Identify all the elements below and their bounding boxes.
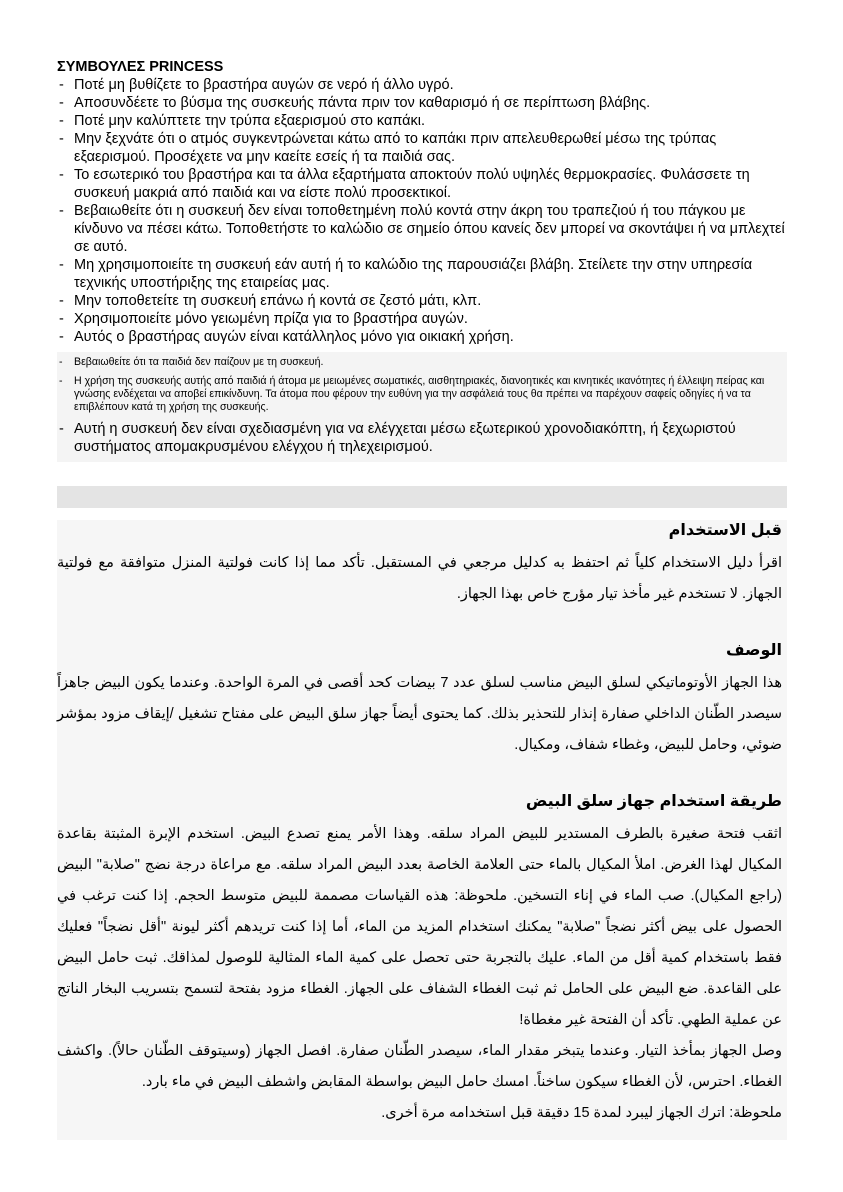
list-dash: - [59, 113, 64, 129]
description-section [57, 640, 782, 761]
section-heading: طريقة استخدام جهاز سلق البيض [525, 793, 782, 810]
list-item [57, 112, 787, 130]
section-paragraph: اقرأ دليل الاستخدام كلياً ثم احتفظ به كدليل مرجعي في المستقبل. تأكد مما إذا كانت فولتية المنزل متوافقة مع فولتية الجهاز. لا تستخدم غير مأخذ تيار مؤرج خاص بهذا الجهاز. [57, 555, 782, 602]
list-item [57, 130, 787, 166]
list-dash: - [59, 167, 64, 183]
list-item-text: Βεβαιωθείτε ότι τα παιδιά δεν παίζουν με τη συσκευή. [74, 356, 324, 368]
list-item [57, 420, 787, 456]
list-item [57, 94, 787, 112]
list-item [57, 166, 787, 202]
list-item-text: Η χρήση της συσκευής αυτής από παιδιά ή άτομα με μειωμένες σωματικές, αισθητηριακές, διανοητικές και κινητικές ικανότητες ή έλλειψη πείρας και γνώσης ενδέχεται να αποβεί επικίνδυνη. Τα άτομα που φέρουν την ευθύνη για την ασφάλειά τους θα πρέπει να παρέχουν σαφείς οδηγίες ή να τα επιβλέπουν κατά τη χρήση της συσκευής. [74, 375, 765, 413]
list-item [57, 202, 787, 256]
list-item-text: Το εσωτερικό του βραστήρα και τα άλλα εξαρτήματα αποκτούν πολύ υψηλές θερμοκρασίες. Φυλάσσετε τη συσκευή μακριά από παιδιά και να είστε πολύ προσεκτικοί. [74, 167, 750, 201]
list-dash: - [59, 203, 64, 219]
list-item [57, 356, 787, 369]
list-dash: - [59, 329, 64, 345]
list-dash: - [59, 356, 63, 368]
list-dash: - [59, 77, 64, 93]
greek-child-safety-block [57, 352, 787, 462]
section-paragraph: وصل الجهاز بمأخذ التيار. وعندما يتبخر مقدار الماء، سيصدر الطّنان صفارة. افصل الجهاز (وسيتوقف الطّنان حالاً). واكشف الغطاء. احترس، لأن الغطاء سيكون ساخناً. امسك حامل البيض بواسطة المقابض واشطف البيض في ماء بارد. [57, 1043, 782, 1090]
list-item [57, 76, 787, 94]
list-dash: - [59, 131, 64, 147]
list-item [57, 292, 787, 310]
list-item-text: Αυτή η συσκευή δεν είναι σχεδιασμένη για να ελέγχεται μέσω εξωτερικού χρονοδιακόπτη, ή ξεχωριστού συστήματος απομακρυσμένου ελέγχου ή τηλεχειρισμού. [74, 421, 736, 455]
arabic-instructions-section [57, 520, 787, 1140]
list-dash: - [59, 311, 64, 327]
greek-safety-section [57, 58, 787, 462]
list-item-text: Ποτέ μην καλύπτετε την τρύπα εξαερισμού στο καπάκι. [74, 113, 426, 129]
list-dash: - [59, 95, 64, 111]
list-item-text: Χρησιμοποιείτε μόνο γειωμένη πρίζα για το βραστήρα αυγών. [74, 311, 468, 327]
list-item-text: Αυτός ο βραστήρας αυγών είναι κατάλληλος μόνο για οικιακή χρήση. [74, 329, 514, 345]
how-to-use-section [57, 791, 782, 1129]
list-dash: - [59, 257, 64, 273]
list-item [57, 256, 787, 292]
section-heading: الوصف [725, 642, 782, 659]
list-item-text: Βεβαιωθείτε ότι η συσκευή δεν είναι τοποθετημένη πολύ κοντά στην άκρη του τραπεζιού ή του πάγκου με κίνδυνο να πέσει κάτω. Τοποθετήστε το καλώδιο σε σημείο όπου κανείς δεν μπορεί να σκοντάψει ή να μπλεχτεί σε αυτό. [74, 203, 785, 255]
list-item [57, 375, 787, 414]
section-paragraph: هذا الجهاز الأوتوماتيكي لسلق البيض مناسب لسلق عدد 7 بيضات كحد أقصى في المرة الواحدة. وعندما يكون البيض جاهزاً سيصدر الطّنان الداخلي صفارة إنذار للتحذير بذلك. كما يحتوى أيضاً جهاز سلق البيض على مفتاح تشغيل /إيقاف مزود بمؤشر ضوئي، وحامل للبيض، وغطاء شفاف، ومكيال. [57, 675, 782, 753]
list-dash: - [59, 421, 64, 437]
section-note: ملحوظة: اترك الجهاز ليبرد لمدة 15 دقيقة قبل استخدامه مرة أخرى. [381, 1105, 782, 1121]
list-item [57, 310, 787, 328]
before-use-section [57, 520, 782, 610]
list-dash: - [59, 375, 63, 387]
list-item-text: Μην τοποθετείτε τη συσκευή επάνω ή κοντά σε ζεστό μάτι, κλπ. [74, 293, 482, 309]
greek-tips-list [57, 76, 787, 346]
section-paragraph: اثقب فتحة صغيرة بالطرف المستدير للبيض المراد سلقه. وهذا الأمر يمنع تصدع البيض. استخدم الإبرة المثبتة بقاعدة المكيال لهذا الغرض. املأ المكيال بالماء حتى العلامة الخاصة بعدد البيض المراد سلقه. مع مراعاة درجة نضج "صلابة" البيض (راجع المكيال). صب الماء في إناء التسخين. ملحوظة: هذه القياسات مصممة للبيض متوسط الحجم. إذا كنت ترغب في الحصول على بيض أكثر نضجاً "صلابة" يمكنك استخدام المزيد من الماء، أما إذا كنت تريدهم أكثر ليونة "أقل نضجاً" فعليك فقط باستخدام كمية أقل من الماء. عليك بالتجربة حتى تحصل على كمية الماء المثالية للوصول لمذاقك. ثبت حامل البيض على القاعدة. ضع البيض على الحامل ثم ثبت الغطاء الشفاف على الجهاز. الغطاء مزود بفتحة لتسمح بتسريب البخار الناتج عن عملية الطهي. تأكد أن الفتحة غير مغطاة! [57, 826, 782, 1028]
section-divider-band [57, 486, 787, 508]
list-item-text: Μην ξεχνάτε ότι ο ατμός συγκεντρώνεται κάτω από το καπάκι πριν απελευθερωθεί μέσω της τρύπας εξαερισμού. Προσέχετε να μην καείτε εσείς ή τα παιδιά σας. [74, 131, 717, 165]
list-item-text: Μη χρησιμοποιείτε τη συσκευή εάν αυτή ή το καλώδιο της παρουσιάζει βλάβη. Στείλετε την στην υπηρεσία τεχνικής υποστήριξης της εταιρείας μας. [74, 257, 753, 291]
list-dash: - [59, 293, 64, 309]
section-heading: قبل الاستخدام [668, 522, 782, 539]
list-item-text: Ποτέ μη βυθίζετε το βραστήρα αυγών σε νερό ή άλλο υγρό. [74, 77, 454, 93]
list-item-text: Αποσυνδέετε το βύσμα της συσκευής πάντα πριν τον καθαρισμό ή σε περίπτωση βλάβης. [74, 95, 651, 111]
list-item [57, 328, 787, 346]
arabic-text-column [57, 520, 782, 1129]
greek-section-title: ΣΥΜΒΟΥΛΕΣ PRINCESS [57, 59, 224, 75]
